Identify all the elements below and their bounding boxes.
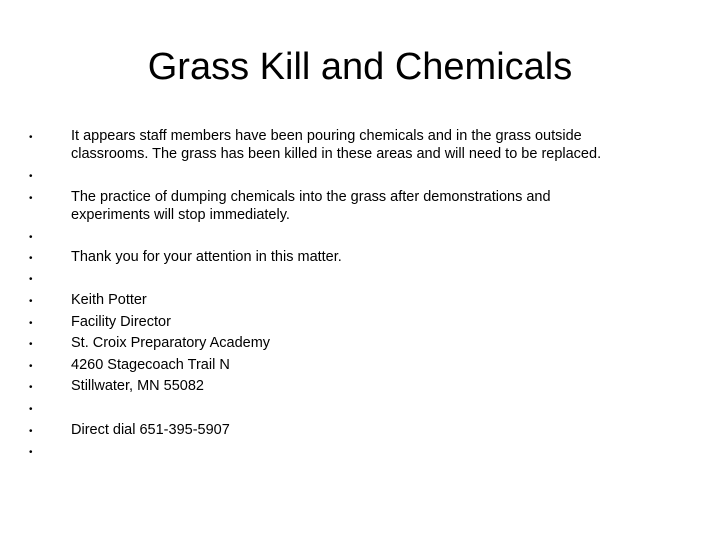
- bullet-marker: •: [29, 232, 33, 243]
- bullet-text: [71, 189, 681, 224]
- slide-title: Grass Kill and Chemicals: [147, 46, 573, 88]
- bullet-text: [71, 128, 681, 163]
- bullet-text: 4260 Stagecoach Trail N: [71, 357, 230, 373]
- bullet-marker: •: [29, 382, 33, 393]
- bullet-text-line: classrooms. The grass has been killed in these areas and will need to be replaced.: [71, 145, 602, 162]
- bullet-marker: •: [29, 318, 33, 329]
- bullet-marker: •: [29, 171, 33, 182]
- bullet-marker: •: [29, 361, 33, 372]
- bullet-text-line: experiments will stop immediately.: [71, 206, 290, 223]
- bullet-text: Keith Potter: [71, 292, 147, 308]
- bullet-marker: •: [29, 447, 33, 458]
- bullet-marker: •: [29, 193, 33, 204]
- bullet-text-line: The practice of dumping chemicals into the grass after demonstrations and: [71, 189, 551, 205]
- bullet-text: Direct dial 651-395-5907: [71, 422, 230, 438]
- bullet-text-line: It appears staff members have been pouring chemicals and in the grass outside: [71, 128, 582, 144]
- bullet-text: Thank you for your attention in this matter.: [71, 249, 342, 265]
- bullet-marker: •: [29, 253, 33, 264]
- bullet-marker: •: [29, 296, 33, 307]
- bullet-text: St. Croix Preparatory Academy: [71, 335, 271, 351]
- bullet-marker: •: [29, 274, 33, 285]
- bullet-text: Facility Director: [71, 314, 171, 330]
- bullet-text: Stillwater, MN 55082: [71, 378, 204, 394]
- bullet-marker: •: [29, 339, 33, 350]
- bullet-marker: •: [29, 404, 33, 415]
- bullet-marker: •: [29, 426, 33, 437]
- bullet-marker: •: [29, 132, 33, 143]
